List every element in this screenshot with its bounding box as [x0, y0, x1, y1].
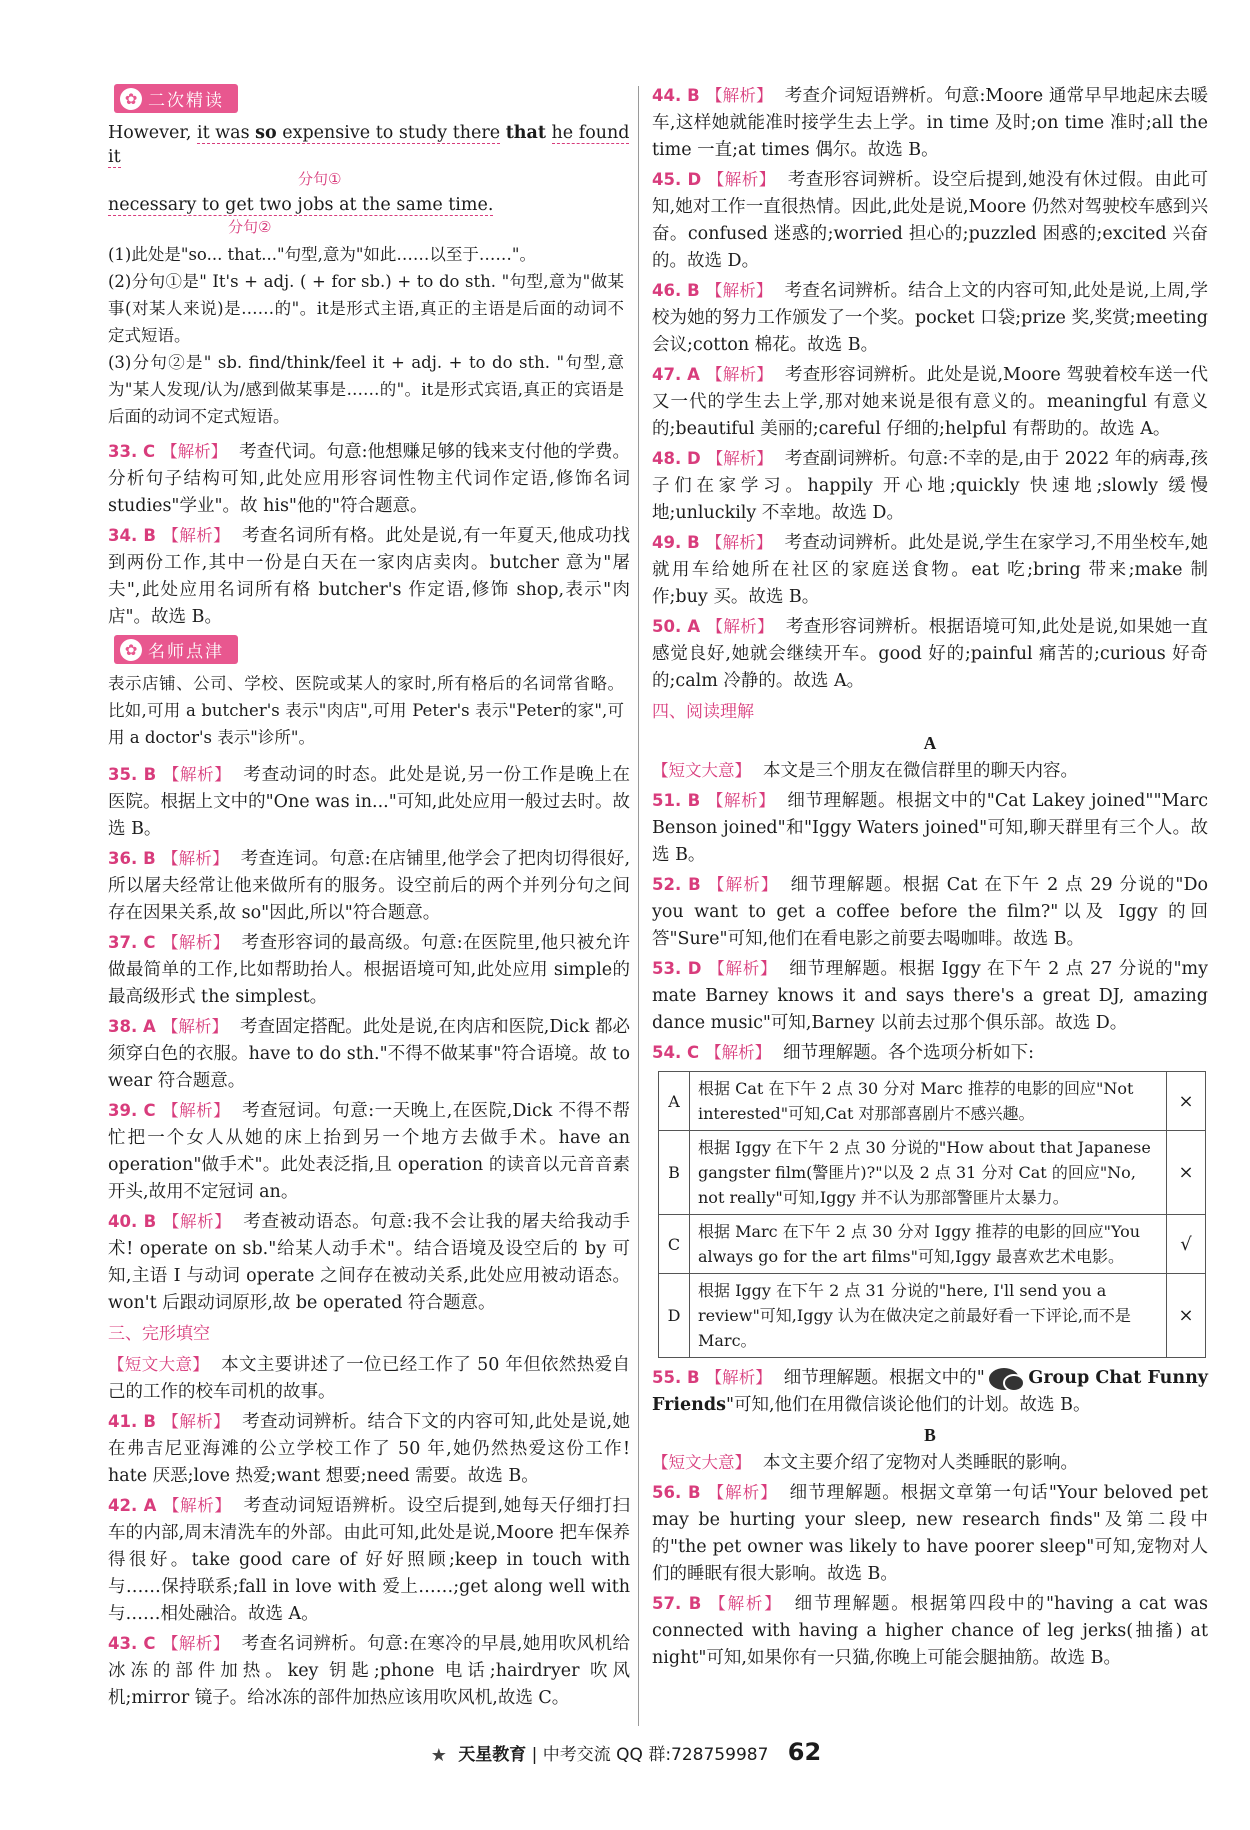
answer-39: 39. C 【解析】 考查冠词。句意:一天晚上,在医院,Dick 不得不帮忙把一个女人从她的床上抬到另一个地方去做手术。have an operation"做手术"。此处表泛指,且 operation 的读音以元音音素开头,故用不定冠词 an。	[108, 1101, 631, 1202]
answer-43: 43. C 【解析】 考查名词辨析。句意:在寒冷的早晨,她用吹风机给冰冻的部件加热。key 钥匙;phone 电话;hairdryer 吹风机;mirror 镜子。给冰冻的部件加热应该用吹风机,故选 C。	[108, 1634, 630, 1708]
option-mark: ×	[1167, 1131, 1206, 1215]
analysis-sentence-1: However, it was so expensive to study there that he found it	[108, 123, 630, 167]
option-text: 根据 Cat 在下午 2 点 30 分对 Marc 推荐的电影的回应"Not interested"可知,Cat 对那部喜剧片不感兴趣。	[690, 1072, 1167, 1131]
option-text: 根据 Iggy 在下午 2 点 30 分说的"How about that Japanese gangster film(警匪片)?"以及 2 点 31 分对 Cat 的回应"No, not really"可知,Iggy 并不认为那部警匪片太暴力。	[690, 1131, 1167, 1215]
answer-46: 46. B 【解析】 考查名词辨析。结合上文的内容可知,此处是说,上周,学校为她的努力工作颁发了一个奖。pocket 口袋;prize 奖,奖赏;meeting 会议;cotton 棉花。故选 B。	[652, 281, 1209, 355]
footer-contact: 中考交流 QQ 群:728759987	[542, 1745, 769, 1765]
option-mark: ×	[1167, 1072, 1206, 1131]
page-footer: ★ 天星教育 | 中考交流 QQ 群:728759987 62	[430, 1738, 822, 1766]
note-1: (1)此处是"so... that..."句型,意为"如此……以至于……"。	[108, 245, 537, 264]
option-text: 根据 Iggy 在下午 2 点 31 分说的"here, I'll send you a review"可知,Iggy 认为在做决定之前最好看一下评论,而不是 Marc。	[690, 1274, 1167, 1358]
answer-35: 35. B 【解析】 考查动词的时态。此处是说,另一份工作是晚上在医院。根据上文中的"One was in..."可知,此处应用一般过去时。故选 B。	[108, 765, 630, 839]
answer-37: 37. C 【解析】 考查形容词的最高级。句意:在医院里,他只被允许做最简单的工作,比如帮助抬人。根据语境可知,此处应用 simple的最高级形式 the simplest。	[108, 933, 630, 1007]
answer-40: 40. B 【解析】 考查被动语态。句意:我不会让我的屠夫给我动手术! operate on sb."给某人动手术"。结合语境及设空后的 by 可知,主语 I 与动词 operate 之间存在被动关系,此处应用被动语态。won't 后跟动词原形,故 be operated 符合题意。	[108, 1212, 630, 1313]
option-letter: A	[659, 1072, 690, 1131]
summary-cloze: 【短文大意】 本文主要讲述了一位已经工作了 50 年但依然热爱自己的工作的校车司机的故事。	[108, 1355, 630, 1402]
answer-50: 50. A 【解析】 考查形容词辨析。根据语境可知,此处是说,如果她一直感觉良好,她就会继续开车。good 好的;painful 痛苦的;curious 好奇的;calm 冷静的。故选 A。	[652, 617, 1209, 691]
answer-47: 47. A 【解析】 考查形容词辨析。此处是说,Moore 驾驶着校车送一代又一代的学生去上学,那对她来说是很有意义的。meaningful 有意义的;beautiful 美丽的;careful 仔细的;helpful 有帮助的。故选 A。	[652, 365, 1208, 439]
flower-icon: ✿	[120, 88, 142, 110]
option-letter: D	[659, 1274, 690, 1358]
answer-52: 52. B 【解析】 细节理解题。根据 Cat 在下午 2 点 29 分说的"Do you want to get a coffee before the film?"以及 Iggy 的回答"Sure"可知,他们在看电影之前要去喝咖啡。故选 B。	[652, 875, 1209, 949]
answer-55: 55. B 【解析】 细节理解题。根据文中的" Group Chat Funny Friends"可知,他们在用微信谈论他们的计划。故选 B。	[652, 1368, 1208, 1415]
note-2: (2)分句①是" It's + adj. ( + for sb.) + to do sth. "句型,意为"做某事(对某人来说)是……的"。it是形式主语,真正的主语是后面的动词不定式短语。	[108, 272, 624, 345]
answer-48: 48. D 【解析】 考查副词辨析。句意:不幸的是,由于 2022 年的病毒,孩子们在家学习。happily 开心地;quickly 快速地;slowly 缓慢地;unluckily 不幸地。故选 D。	[652, 449, 1209, 523]
option-mark: √	[1167, 1215, 1206, 1274]
right-column	[652, 82, 1208, 1674]
section-badge-tips: ✿ 名师点津	[114, 635, 238, 664]
summary-a: 【短文大意】 本文是三个朋友在微信群里的聊天内容。	[652, 761, 1078, 781]
teacher-tip: 表示店铺、公司、学校、医院或某人的家时,所有格后的名词常省略。比如,可用 a butcher's 表示"肉店",可用 Peter's 表示"Peter的家",可用 a doctor's 表示"诊所"。	[108, 674, 624, 747]
answer-33: 33. C 【解析】 考查代词。句意:他想赚足够的钱来支付他的学费。分析句子结构可知,此处应用形容词性物主代词作定语,修饰名词 studies"学业"。故 his"他的"符合题意。	[108, 442, 630, 516]
column-divider	[638, 86, 639, 1726]
options-analysis-table	[658, 1071, 1206, 1358]
answer-56: 56. B 【解析】 细节理解题。根据文章第一句话"Your beloved pet may be hurting your sleep, new research finds"及第二段中的"the pet owner was likely to have poorer sleep"可知,宠物对人们的睡眠有很大影响。故选 B。	[652, 1483, 1209, 1584]
section-heading-cloze: 三、完形填空	[108, 1324, 210, 1344]
section-heading-reading: 四、阅读理解	[652, 702, 754, 722]
answer-36: 36. B 【解析】 考查连词。句意:在店铺里,他学会了把肉切得很好,所以屠夫经常让他来做所有的服务。设空前后的两个并列分句之间存在因果关系,故 so"因此,所以"符合题意。	[108, 849, 631, 923]
answer-45: 45. D 【解析】 考查形容词辨析。设空后提到,她没有休过假。由此可知,她对工作一直很热情。因此,此处是说,Moore 仍然对驾驶校车感到兴奋。confused 迷惑的;worried 担心的;puzzled 困惑的;excited 兴奋的。故选 D。	[652, 170, 1209, 271]
flower-icon: ✿	[120, 639, 142, 661]
clause-label-2: 分句②	[228, 218, 272, 236]
table-row	[659, 1274, 1206, 1358]
summary-b: 【短文大意】 本文主要介绍了宠物对人类睡眠的影响。	[652, 1453, 1078, 1473]
table-row	[659, 1131, 1206, 1215]
answer-38: 38. A 【解析】 考查固定搭配。此处是说,在肉店和医院,Dick 都必须穿白色的衣服。have to do sth."不得不做某事"符合语境。故 to wear 符合题意。	[108, 1017, 631, 1091]
section-badge-reread: ✿ 二次精读	[114, 84, 238, 113]
analysis-sentence-2: necessary to get two jobs at the same time.	[108, 195, 494, 215]
left-column	[108, 82, 630, 1714]
brand-name: 天星教育	[458, 1745, 527, 1765]
passage-label-a: A	[923, 733, 937, 753]
passage-label-b: B	[924, 1425, 936, 1445]
answer-41: 41. B 【解析】 考查动词辨析。结合下文的内容可知,此处是说,她在弗吉尼亚海滩的公立学校工作了 50 年,她仍然热爱这份工作! hate 厌恶;love 热爱;want 想要;need 需要。故选 B。	[108, 1412, 630, 1486]
answer-34: 34. B 【解析】 考查名词所有格。此处是说,有一年夏天,他成功找到两份工作,其中一份是白天在一家肉店卖肉。butcher 意为"屠夫",此处应用名词所有格 butcher's 作定语,修饰 shop,表示"肉店"。故选 B。	[108, 526, 630, 627]
answer-51: 51. B 【解析】 细节理解题。根据文中的"Cat Lakey joined""Marc Benson joined"和"Iggy Waters joined"可知,聊天群里有三个人。故选 B。	[652, 791, 1209, 865]
option-text: 根据 Marc 在下午 2 点 30 分对 Iggy 推荐的电影的回应"You always go for the art films"可知,Iggy 最喜欢艺术电影。	[690, 1215, 1167, 1274]
option-letter: B	[659, 1131, 690, 1215]
star-logo-icon: ★	[430, 1745, 447, 1766]
table-row	[659, 1215, 1206, 1274]
answer-57: 57. B 【解析】 细节理解题。根据第四段中的"having a cat was connected with having a higher chance of leg jerks(抽搐) at night"可知,如果你有一只猫,你晚上可能会腿抽筋。故选 B。	[652, 1594, 1208, 1668]
answer-44: 44. B 【解析】 考查介词短语辨析。句意:Moore 通常早早地起床去暖车,这样她就能准时接学生去上学。in time 及时;on time 准时;all the time 一直;at times 偶尔。故选 B。	[652, 86, 1209, 160]
answer-49: 49. B 【解析】 考查动词辨析。此处是说,学生在家学习,不用坐校车,她就用车给她所在社区的家庭送食物。eat 吃;bring 带来;make 制作;buy 买。故选 B。	[652, 533, 1209, 607]
page-number: 62	[787, 1738, 822, 1766]
answer-53: 53. D 【解析】 细节理解题。根据 Iggy 在下午 2 点 27 分说的"my mate Barney knows it and says there's a great DJ, amazing dance music"可知,Barney 以前去过那个俱乐部。故选 D。	[652, 959, 1209, 1033]
table-row	[659, 1072, 1206, 1131]
option-letter: C	[659, 1215, 690, 1274]
clause-label-1: 分句①	[298, 170, 342, 188]
wechat-icon	[989, 1368, 1019, 1390]
note-3: (3)分句②是" sb. find/think/feel it + adj. + to do sth. "句型,意为"某人发现/认为/感到做某事是……的"。it是形式宾语,真正的宾语是后面的动词不定式短语。	[108, 353, 624, 426]
answer-42: 42. A 【解析】 考查动词短语辨析。设空后提到,她每天仔细打扫车的内部,周末清洗车的外部。由此可知,此处是说,Moore 把车保养得很好。take good care of 好好照顾;keep in touch with 与……保持联系;fall in love with 爱上……;get along well with 与……相处融洽。故选 A。	[108, 1496, 631, 1624]
answer-54: 54. C 【解析】 细节理解题。各个选项分析如下:	[652, 1043, 1034, 1063]
option-mark: ×	[1167, 1274, 1206, 1358]
